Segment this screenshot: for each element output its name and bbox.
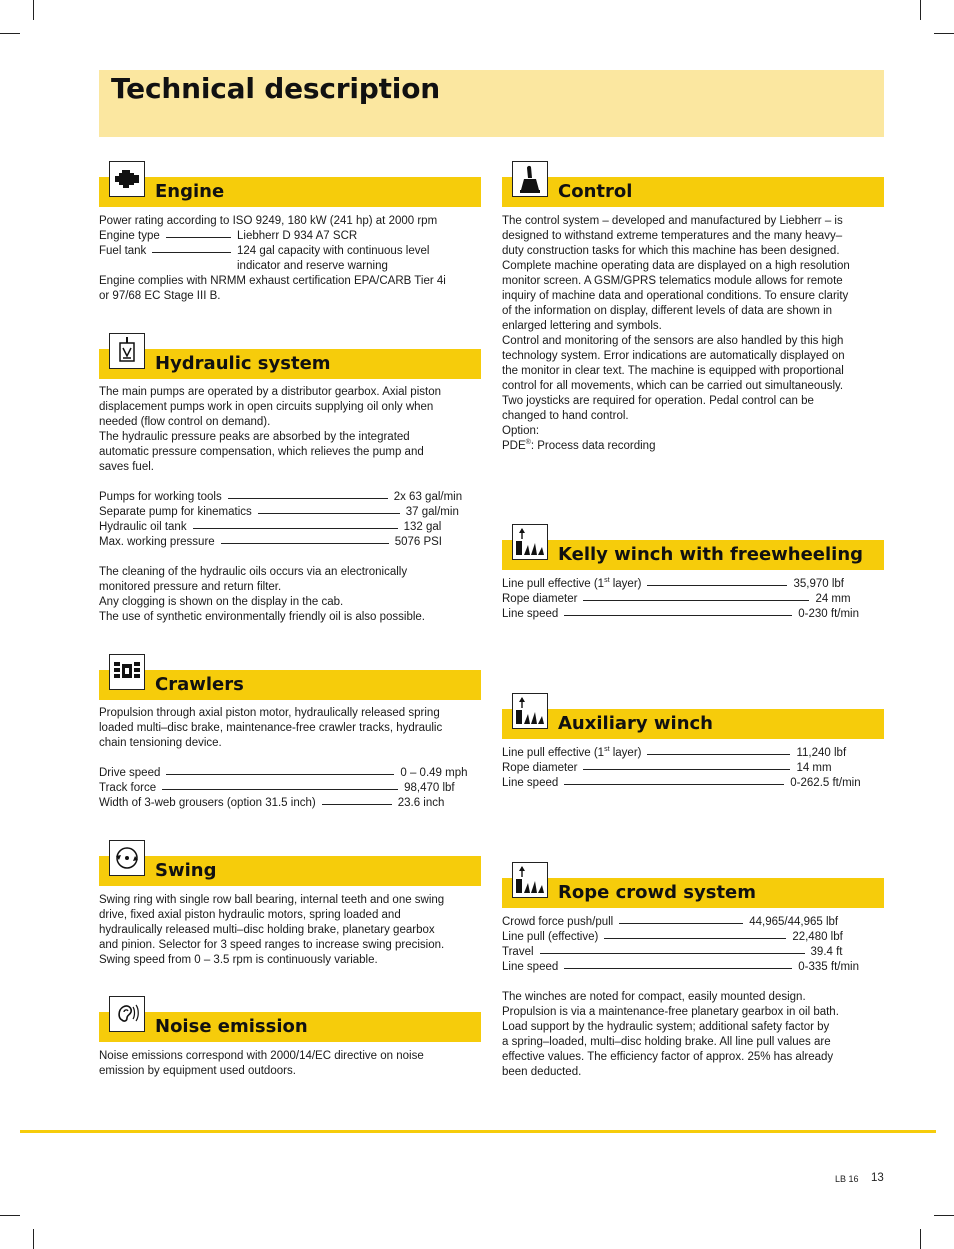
spec-row xyxy=(502,592,892,607)
spec-label: Hydraulic oil tank xyxy=(99,521,187,533)
spec-row xyxy=(99,766,489,781)
spec-label: Rope diameter xyxy=(502,762,578,774)
paragraph-line: of the information on display, different levels of data are shown in xyxy=(502,305,833,317)
crop-mark xyxy=(33,1229,34,1249)
paragraph-line: automatic pressure compensation, which relieves the pump and xyxy=(99,446,424,458)
winch-icon xyxy=(512,524,548,560)
paragraph-line: been deducted. xyxy=(502,1066,582,1078)
engine-body xyxy=(99,214,489,304)
spec-value: 0-230 ft/min xyxy=(798,608,860,620)
aux-winch-header xyxy=(502,708,884,739)
spec-value: 37 gal/min xyxy=(405,506,459,518)
paragraph: Power rating according to ISO 9249, 180 kW (241 hp) at 2000 rpm xyxy=(99,215,438,227)
paragraph-line: hydraulically released multi–disc holding brake, planetary gearbox xyxy=(99,924,435,936)
paragraph-line: Load support by the hydraulic system; additional safety factor by xyxy=(502,1021,830,1033)
spec-row xyxy=(502,776,892,791)
spec-row xyxy=(99,229,489,244)
paragraph-line: The main pumps are operated by a distributor gearbox. Axial piston xyxy=(99,386,441,398)
kelly-winch-header xyxy=(502,539,884,570)
paragraph-line: a spring–loaded, multi–disc holding brake. All line pull values are xyxy=(502,1036,831,1048)
spec-value: 14 mm xyxy=(796,762,832,774)
title-band xyxy=(99,70,884,137)
spec-value: 132 gal xyxy=(403,521,442,533)
paragraph-line: The cleaning of the hydraulic oils occurs via an electronically xyxy=(99,566,408,578)
section-title: Engine xyxy=(155,181,225,202)
paragraph-line: needed (flow control on demand). xyxy=(99,416,271,428)
paragraph-line: monitored pressure and return filter. xyxy=(99,581,282,593)
section-title: Noise emission xyxy=(155,1016,308,1037)
spec-row xyxy=(99,796,489,811)
noise-header xyxy=(99,1011,481,1042)
crop-mark xyxy=(33,0,34,20)
pde-line: PDE®: Process data recording xyxy=(502,439,656,452)
paragraph-line: changed to hand control. xyxy=(502,410,629,422)
crop-mark xyxy=(934,33,954,34)
paragraph-line: monitor screen. A GSM/GPRS telematics module allows for remote xyxy=(502,275,843,287)
paragraph-line: loaded multi–disc brake, maintenance-free crawler tracks, hydraulic xyxy=(99,722,443,734)
section-title: Control xyxy=(558,181,633,202)
paragraph-line: technology system. Error indications are automatically displayed on xyxy=(502,350,845,362)
spec-value: 98,470 lbf xyxy=(404,782,455,794)
paragraph: Engine complies with NRMM exhaust certification EPA/CARB Tier 4i xyxy=(99,275,446,287)
paragraph-line: displacement pumps work in open circuits supplying oil only when xyxy=(99,401,434,413)
paragraph-line: duty construction tasks for which this machine has been designed. xyxy=(502,245,840,257)
crop-mark xyxy=(934,1215,954,1216)
spec-label: Line speed xyxy=(502,961,559,973)
crawlers-header xyxy=(99,669,481,700)
spec-row xyxy=(502,945,892,960)
spec-value: 2x 63 gal/min xyxy=(393,491,463,503)
paragraph-line: The use of synthetic environmentally friendly oil is also possible. xyxy=(99,611,425,623)
spec-value: Liebherr D 934 A7 SCR xyxy=(237,230,358,242)
paragraph-line: Propulsion through axial piston motor, hydraulically released spring xyxy=(99,707,440,719)
paragraph-line: Any clogging is shown on the display in the cab. xyxy=(99,596,344,608)
spec-label: Line pull (effective) xyxy=(502,931,599,943)
paragraph-line: enlarged lettering and symbols. xyxy=(502,320,662,332)
paragraph-line: drive, fixed axial piston hydraulic motors, spring loaded and xyxy=(99,909,401,921)
spec-value: 44,965/44,965 lbf xyxy=(749,916,839,928)
spec-value: 5076 PSI xyxy=(394,536,443,548)
spec-row xyxy=(99,490,489,505)
spec-label: Crowd force push/pull xyxy=(502,916,614,928)
crawlers-body xyxy=(99,706,489,811)
engine-header xyxy=(99,176,481,207)
spec-value: 24 mm xyxy=(815,593,851,605)
spec-value: 35,970 lbf xyxy=(793,578,844,590)
section-title: Crawlers xyxy=(155,674,244,695)
spec-label: Line speed xyxy=(502,777,559,789)
swing-header xyxy=(99,855,481,886)
winch-icon xyxy=(512,862,548,898)
spec-label: Track force xyxy=(99,782,157,794)
spec-value: 124 gal capacity with continuous level xyxy=(237,245,430,257)
spec-label: Line speed xyxy=(502,608,559,620)
paragraph-line: Two joysticks are required for operation. Pedal control can be xyxy=(502,395,814,407)
noise-body xyxy=(99,1049,489,1079)
hydraulic-cylinder-icon xyxy=(109,333,145,369)
section-title: Swing xyxy=(155,860,217,881)
spec-value: 0-262.5 ft/min xyxy=(790,777,861,789)
paragraph-line: control for all movements, which can be carried out simultaneously. xyxy=(502,380,844,392)
spec-row xyxy=(502,960,892,975)
spec-label: Separate pump for kinematics xyxy=(99,506,252,518)
spec-label: Max. working pressure xyxy=(99,536,215,548)
spec-row xyxy=(502,607,892,622)
aux-winch-body xyxy=(502,746,892,791)
hydraulic-body xyxy=(99,385,489,625)
spec-label: Pumps for working tools xyxy=(99,491,222,503)
crop-mark xyxy=(0,1215,20,1216)
crop-mark xyxy=(920,1229,921,1249)
spec-row xyxy=(99,505,489,520)
page-title: Technical description xyxy=(111,72,440,105)
spec-row xyxy=(99,535,489,550)
paragraph-line: The control system – developed and manufactured by Liebherr – is xyxy=(502,215,843,227)
spec-label: Line pull effective (1st layer) xyxy=(502,577,642,590)
rope-crowd-header xyxy=(502,877,884,908)
spec-label: Fuel tank xyxy=(99,245,147,257)
spec-row xyxy=(99,244,489,259)
paragraph: or 97/68 EC Stage III B. xyxy=(99,290,221,302)
ear-icon xyxy=(109,996,145,1032)
section-title: Hydraulic system xyxy=(155,353,331,374)
bottom-rule xyxy=(20,1130,936,1133)
control-body xyxy=(502,214,892,454)
crop-mark xyxy=(0,33,20,34)
doc-code: LB 16 xyxy=(835,1174,859,1184)
spec-row xyxy=(502,761,892,776)
spec-label: Width of 3-web grousers (option 31.5 inch) xyxy=(99,797,316,809)
control-header xyxy=(502,176,884,207)
paragraph-line: The winches are noted for compact, easily mounted design. xyxy=(502,991,806,1003)
hydraulic-header xyxy=(99,348,481,379)
swing-rotation-icon xyxy=(109,840,145,876)
paragraph-line: the monitor in clear text. The machine is equipped with proportional xyxy=(502,365,844,377)
spec-value: 11,240 lbf xyxy=(796,747,847,759)
section-title: Kelly winch with freewheeling xyxy=(558,544,864,565)
spec-label: Rope diameter xyxy=(502,593,578,605)
spec-label: Travel xyxy=(502,946,534,958)
crop-mark xyxy=(920,0,921,20)
paragraph-line: Propulsion is via a maintenance-free planetary gearbox in oil bath. xyxy=(502,1006,839,1018)
spec-value-cont: indicator and reserve warning xyxy=(237,260,388,272)
spec-row xyxy=(99,520,489,535)
spec-label: Engine type xyxy=(99,230,160,242)
joystick-icon xyxy=(512,161,548,197)
paragraph-line: Complete machine operating data are displayed on a high resolution xyxy=(502,260,850,272)
paragraph-line: The hydraulic pressure peaks are absorbed by the integrated xyxy=(99,431,410,443)
section-title: Rope crowd system xyxy=(558,882,757,903)
winch-icon xyxy=(512,693,548,729)
spec-value: 22,480 lbf xyxy=(792,931,843,943)
spec-row xyxy=(502,577,892,592)
paragraph-line: Option: xyxy=(502,425,540,437)
spec-value: 23.6 inch xyxy=(397,797,445,809)
spec-value: 0-335 ft/min xyxy=(798,961,860,973)
spec-row xyxy=(502,746,892,761)
spec-label: Line pull effective (1st layer) xyxy=(502,746,642,759)
paragraph-line: designed to withstand extreme temperatures and the many heavy– xyxy=(502,230,843,242)
paragraph-line: Swing speed from 0 – 3.5 rpm is continuously variable. xyxy=(99,954,378,966)
spec-row xyxy=(502,930,892,945)
swing-body xyxy=(99,893,489,968)
paragraph-line: and pinion. Selector for 3 speed ranges to increase swing precision. xyxy=(99,939,445,951)
paragraph-line: Control and monitoring of the sensors are also handled by this high xyxy=(502,335,844,347)
page-number: 13 xyxy=(871,1172,884,1184)
paragraph-line: effective values. The efficiency factor of approx. 25% has already xyxy=(502,1051,834,1063)
paragraph-line: Swing ring with single row ball bearing, internal teeth and one swing xyxy=(99,894,445,906)
paragraph-line: saves fuel. xyxy=(99,461,154,473)
rope-crowd-body xyxy=(502,915,892,1080)
spec-label: Drive speed xyxy=(99,767,161,779)
spec-value: 39.4 ft xyxy=(810,946,843,958)
spec-row xyxy=(502,915,892,930)
paragraph-line: chain tensioning device. xyxy=(99,737,222,749)
paragraph-line: emission by equipment used outdoors. xyxy=(99,1065,296,1077)
crawler-track-icon xyxy=(109,654,145,690)
kelly-winch-body xyxy=(502,577,892,622)
engine-icon xyxy=(109,161,145,197)
spec-value: 0 – 0.49 mph xyxy=(400,767,468,779)
paragraph-line: inquiry of machine data and operational conditions. To ensure clarity xyxy=(502,290,849,302)
section-title: Auxiliary winch xyxy=(558,713,713,734)
spec-row xyxy=(99,781,489,796)
paragraph-line: Noise emissions correspond with 2000/14/EC directive on noise xyxy=(99,1050,424,1062)
